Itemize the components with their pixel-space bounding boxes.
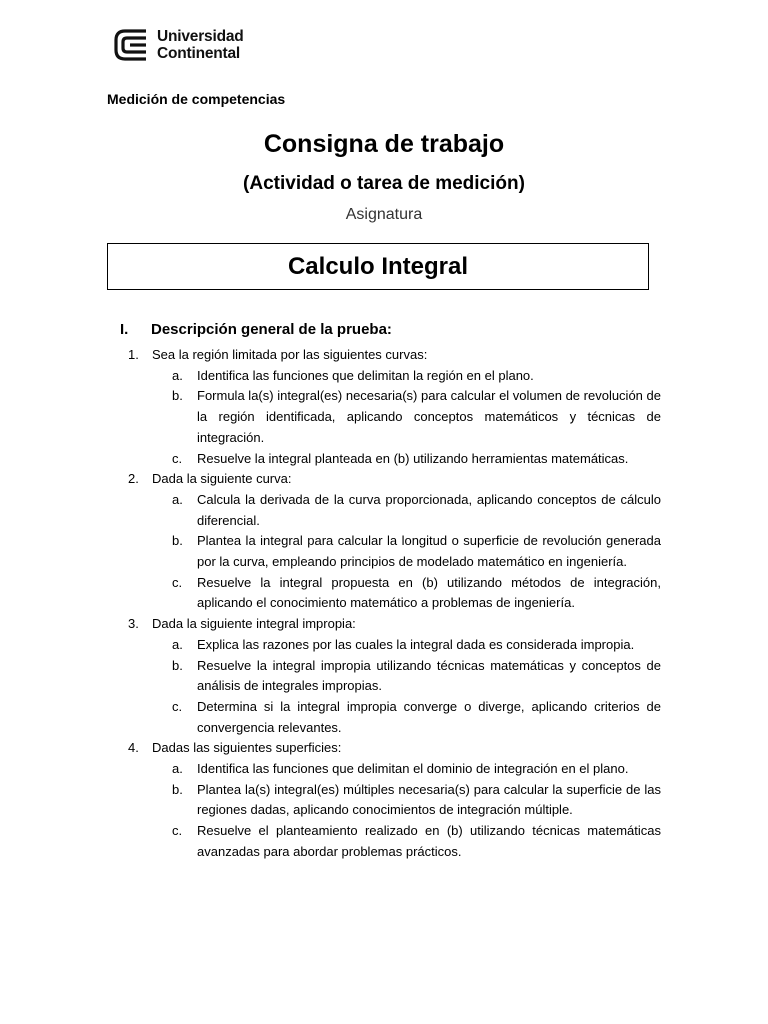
sub-item xyxy=(128,490,661,531)
sub-item xyxy=(128,366,661,387)
sub-item xyxy=(128,635,661,656)
question-item xyxy=(128,469,661,614)
question-text: Dadas las siguientes superficies: xyxy=(152,740,342,756)
question-header xyxy=(128,614,661,635)
question-number: 3. xyxy=(128,616,139,632)
sub-item-letter: a. xyxy=(172,636,183,652)
question-header xyxy=(128,345,661,366)
sub-item-letter: a. xyxy=(172,367,183,383)
part-number: I. xyxy=(120,321,129,338)
sub-item-letter: b. xyxy=(172,657,183,673)
sub-item-letter: b. xyxy=(172,781,183,797)
course-name: Calculo Integral xyxy=(287,252,469,280)
sub-item xyxy=(128,656,661,697)
sub-item-letter: b. xyxy=(172,533,183,549)
sub-item-text: Resuelve la integral planteada en (b) utilizando herramientas matemáticas. xyxy=(197,450,629,466)
logo-line-1: Universidad xyxy=(157,28,244,45)
sub-item xyxy=(128,821,661,862)
sub-item-letter: b. xyxy=(172,388,183,404)
course-label: Asignatura xyxy=(345,206,423,223)
question-list xyxy=(128,345,661,863)
sub-item xyxy=(128,573,661,614)
question-text: Dada la siguiente curva: xyxy=(152,471,292,487)
sub-item-text: Formula la(s) integral(es) necesaria(s) para calcular el volumen de revolución de la región identificada, aplicando conceptos matemáticos y técnicas de integración. xyxy=(197,388,661,445)
sub-item xyxy=(128,531,661,572)
sub-item-letter: a. xyxy=(172,491,183,507)
university-logo-text xyxy=(157,28,244,62)
document-title: Consigna de trabajo xyxy=(263,130,505,158)
sub-item-text: Identifica las funciones que delimitan el dominio de integración en el plano. xyxy=(197,761,629,777)
sub-item-text: Resuelve la integral propuesta en (b) utilizando métodos de integración, aplicando el conocimiento matemático a problemas de ingeniería. xyxy=(197,574,661,611)
logo-line-2: Continental xyxy=(157,45,241,62)
sub-item xyxy=(128,386,661,448)
sub-item xyxy=(128,697,661,738)
sub-item-text: Identifica las funciones que delimitan la región en el plano. xyxy=(197,367,534,383)
sub-item-text: Plantea la(s) integral(es) múltiples necesaria(s) para calcular la superficie de las regiones dadas, aplicando conocimientos de integración múltiple. xyxy=(197,781,661,818)
question-item xyxy=(128,614,661,738)
university-logo-mark xyxy=(113,28,149,62)
section-label: Medición de competencias xyxy=(107,91,286,107)
part-title: Descripción general de la prueba: xyxy=(151,321,392,338)
question-item xyxy=(128,345,661,469)
question-item xyxy=(128,738,661,862)
question-header xyxy=(128,738,661,759)
sub-item-text: Resuelve la integral impropia utilizando técnicas matemáticas y conceptos de análisis de integrales impropias. xyxy=(197,657,661,694)
course-name-box xyxy=(107,243,649,290)
question-header xyxy=(128,469,661,490)
question-number: 4. xyxy=(128,740,139,756)
sub-item xyxy=(128,780,661,821)
question-number: 2. xyxy=(128,471,139,487)
question-number: 1. xyxy=(128,347,139,362)
university-logo xyxy=(113,28,244,62)
sub-item xyxy=(128,759,661,780)
question-text: Sea la región limitada por las siguientes curvas: xyxy=(152,347,428,362)
question-text: Dada la siguiente integral impropia: xyxy=(152,616,356,632)
sub-item-letter: c. xyxy=(172,823,183,839)
sub-item-text: Resuelve el planteamiento realizado en (b) utilizando técnicas matemáticas avanzadas para abordar problemas prácticos. xyxy=(197,823,661,859)
sub-item-text: Determina si la integral impropia converge o diverge, aplicando criterios de convergencia relevantes. xyxy=(197,698,661,735)
sub-item-text: Plantea la integral para calcular la longitud o superficie de revolución generada por la curva, empleando principios de modelado matemático en ingeniería. xyxy=(197,533,661,570)
sub-item-letter: a. xyxy=(172,761,183,777)
sub-item-text: Explica las razones por las cuales la integral dada es considerada impropia. xyxy=(197,636,635,652)
sub-item-letter: c. xyxy=(172,450,183,466)
sub-item-letter: c. xyxy=(172,698,183,714)
part-heading xyxy=(120,321,392,338)
document-subtitle: (Actividad o tarea de medición) xyxy=(243,173,525,194)
sub-item-letter: c. xyxy=(172,574,183,590)
sub-item-text: Calcula la derivada de la curva proporcionada, aplicando conceptos de cálculo diferencial. xyxy=(197,491,661,528)
sub-item xyxy=(128,449,661,470)
